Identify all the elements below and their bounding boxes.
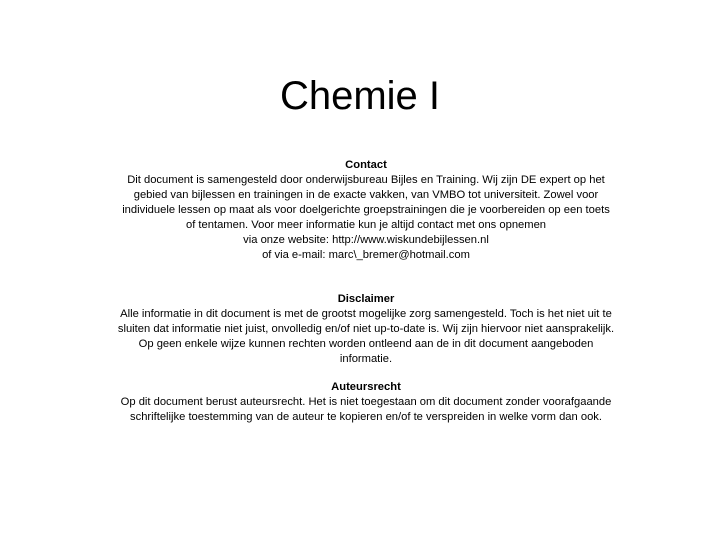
contact-website: via onze website: http://www.wiskundebijlessen.nl bbox=[243, 234, 489, 246]
copyright-section bbox=[116, 380, 616, 425]
contact-body: Dit document is samengesteld door onderwijsbureau Bijles en Training. Wij zijn DE expert op het gebied van bijlessen en trainingen in de exacte vakken, van VMBO tot universiteit. Zowel voor individuele lessen op maat als voor doelgerichte groepstrainingen die je voorbereiden op een toets of tentamen. Voor meer informatie kun je altijd contact met ons opnemen bbox=[122, 174, 610, 231]
disclaimer-heading: Disclaimer bbox=[337, 293, 395, 305]
contact-section bbox=[116, 158, 616, 263]
copyright-body: Op dit document berust auteursrecht. Het is niet toegestaan om dit document zonder voorafgaande schriftelijke toestemming van de auteur te kopieren en/of te verspreiden in welke vorm dan ook. bbox=[120, 396, 612, 423]
disclaimer-body: Alle informatie in dit document is met de grootst mogelijke zorg samengesteld. Toch is het niet uit te sluiten dat informatie niet juist, onvolledig en/of niet up-to-date is. Wij zijn hiervoor niet aansprakelijk. Op geen enkele wijze kunnen rechten worden ontleend aan de in dit document aangeboden informatie. bbox=[117, 308, 615, 365]
contact-heading: Contact bbox=[345, 159, 387, 171]
contact-email: of via e-mail: marc\_bremer@hotmail.com bbox=[262, 249, 470, 261]
copyright-heading: Auteursrecht bbox=[331, 381, 401, 393]
page-title: Chemie I bbox=[279, 74, 441, 118]
disclaimer-section bbox=[116, 292, 616, 367]
